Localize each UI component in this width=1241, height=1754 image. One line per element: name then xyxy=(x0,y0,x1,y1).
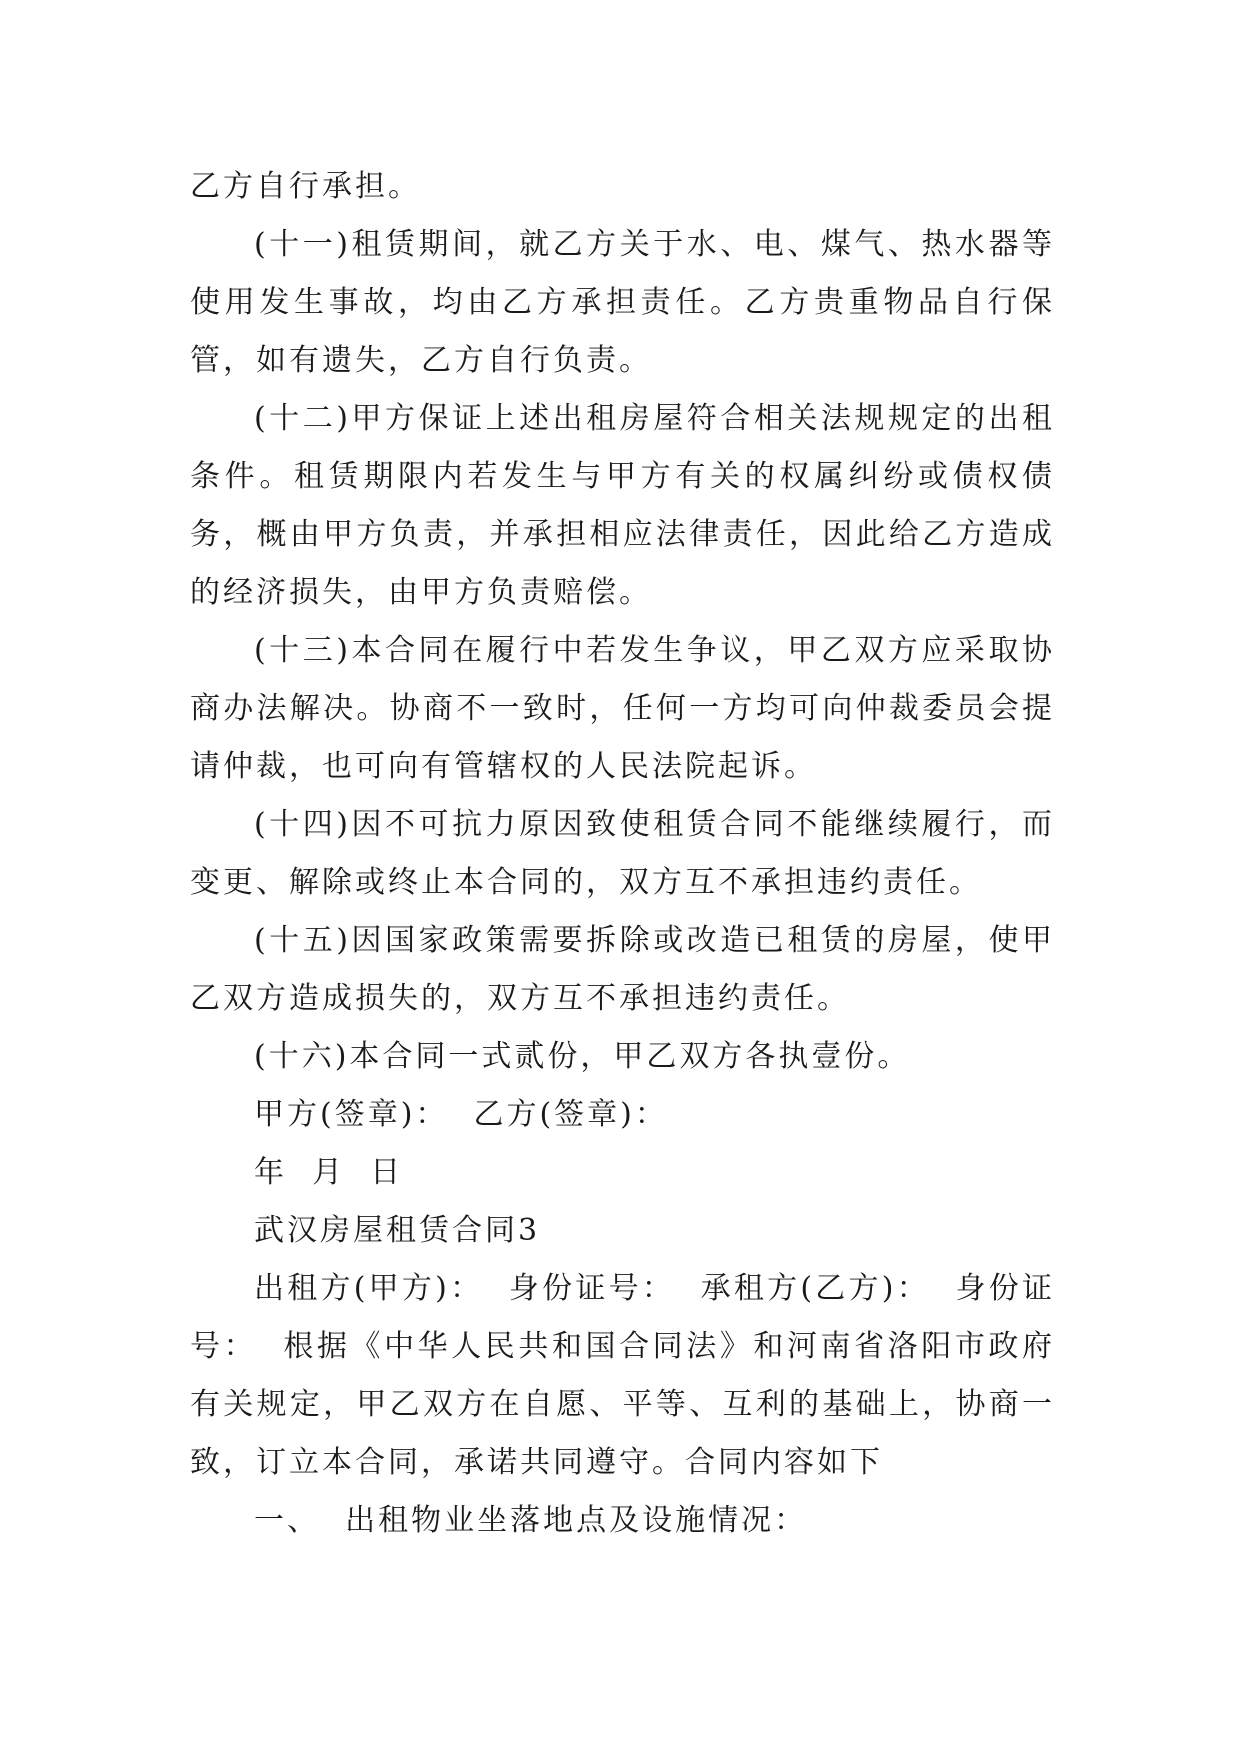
paragraph: (十五)因国家政策需要拆除或改造已租赁的房屋，使甲乙双方造成损失的，双方互不承担违约责任。 xyxy=(190,923,1055,1016)
paragraph: 乙方自行承担。 xyxy=(190,169,421,204)
paragraph: (十一)租赁期间，就乙方关于水、电、煤气、热水器等使用发生事故，均由乙方承担责任。乙方贵重物品自行保管，如有遗失，乙方自行负责。 xyxy=(190,227,1055,378)
contract-title: 武汉房屋租赁合同3 xyxy=(254,1213,541,1248)
paragraph: (十三)本合同在履行中若发生争议，甲乙双方应采取协商办法解决。协商不一致时，任何一方均可向仲裁委员会提请仲裁，也可向有管辖权的人民法院起诉。 xyxy=(190,633,1055,784)
date-line: 年 月 日 xyxy=(254,1155,404,1190)
paragraph: (十二)甲方保证上述出租房屋符合相关法规规定的出租条件。租赁期限内若发生与甲方有关的权属纠纷或债权债务，概由甲方负责，并承担相应法律责任，因此给乙方造成的经济损失，由甲方负责赔偿。 xyxy=(190,401,1055,610)
paragraph: (十四)因不可抗力原因致使租赁合同不能继续履行，而变更、解除或终止本合同的，双方互不承担违约责任。 xyxy=(190,807,1055,900)
signature-line: 甲方(签章)： 乙方(签章)： xyxy=(254,1097,668,1132)
paragraph: (十六)本合同一式贰份，甲乙双方各执壹份。 xyxy=(254,1039,911,1074)
document-body xyxy=(190,158,1055,1550)
paragraph: 出租方(甲方)： 身份证号： 承租方(乙方)： 身份证号： 根据《中华人民共和国合同法》和河南省洛阳市政府有关规定，甲乙双方在自愿、平等、互利的基础上，协商一致，订立本合同，承诺共同遵守。合同内容如下 xyxy=(190,1271,1055,1480)
section-heading: 一、 出租物业坐落地点及设施情况： xyxy=(254,1503,808,1538)
